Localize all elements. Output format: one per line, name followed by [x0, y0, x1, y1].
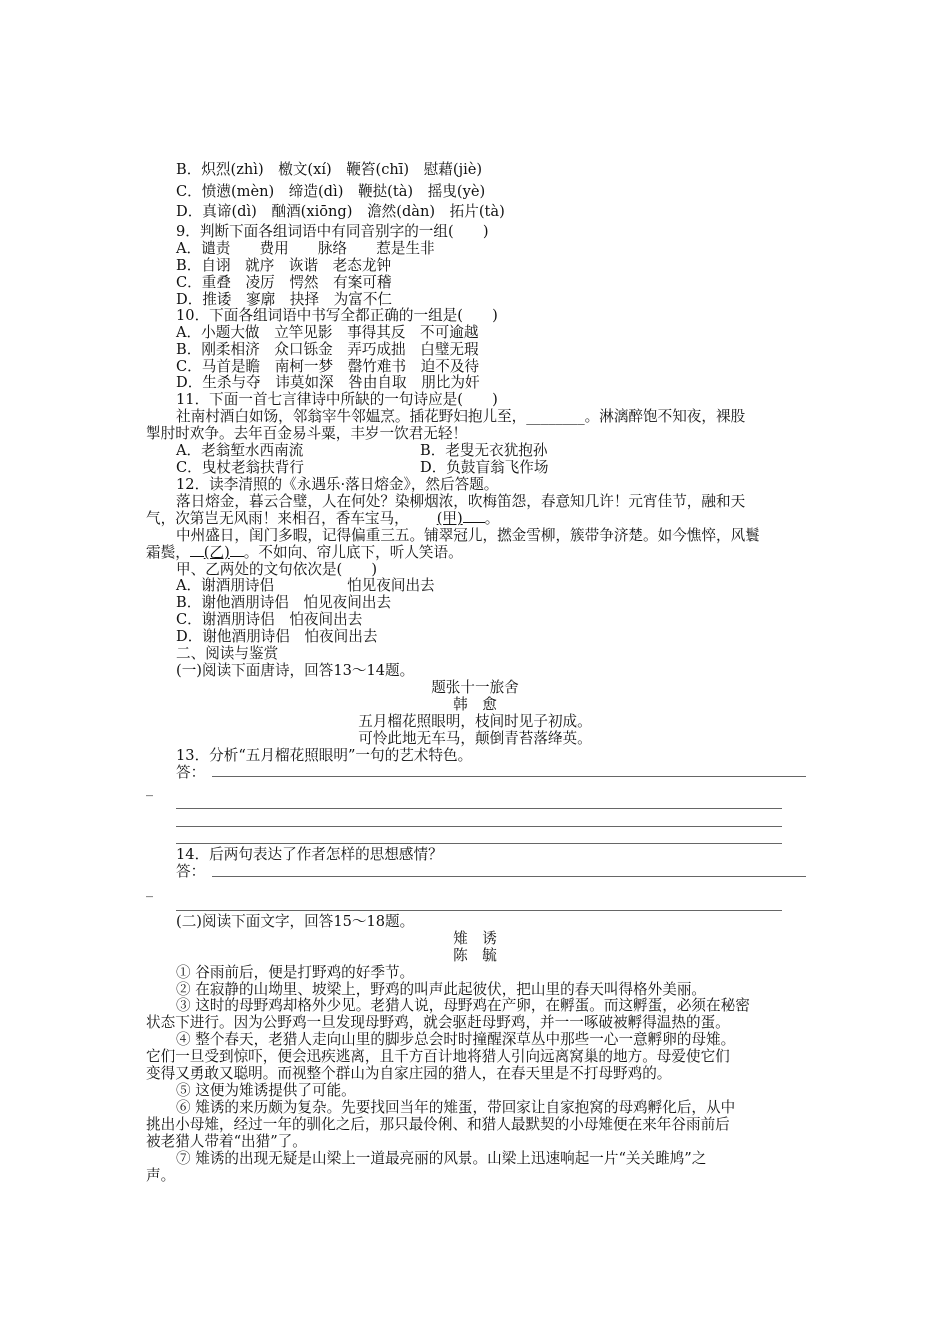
q8-option-b: B．炽烈(zhì) 檄文(xí) 鞭笞(chī) 慰藉(jiè)	[176, 161, 483, 178]
q12-stem: 12．读李清照的《永遇乐·落日熔金》，然后答题。	[176, 476, 499, 493]
q12-option-d: D．谢他酒朋诗侣 怕夜间出去	[176, 628, 378, 645]
essay-paragraph-7: ⑦ 雉诱的出现无疑是山梁上一道最亮丽的风景。山梁上迅速响起一片“关关雎鸠”之	[176, 1150, 707, 1167]
q12-option-b: B．谢他酒朋诗侣 怕见夜间出去	[176, 594, 392, 611]
answer-line	[212, 776, 806, 777]
poem-line-1: 五月榴花照眼明，枝间时见子初成。	[358, 713, 592, 730]
essay-title: 雉 诱	[453, 930, 497, 947]
section-title: 二、阅读与鉴赏	[176, 645, 279, 662]
essay-paragraph-6-cont2: 被老猎人带着“出猎”了。	[146, 1133, 307, 1150]
q10-stem: 10．下面各组词语中书写全都正确的一组是( )	[176, 307, 498, 324]
q9-option-a: A．谴责 费用 脉络 惹是生非	[176, 240, 435, 257]
q9-option-d: D．推诿 寥廓 抉择 为富不仁	[176, 291, 393, 308]
q8-option-d: D．真谛(dì) 酗酒(xiōng) 澹然(dàn) 拓片(tà)	[176, 203, 505, 220]
answer-line	[176, 910, 782, 911]
essay-author: 陈 毓	[453, 947, 497, 964]
q8-option-c: C．愤懑(mèn) 缔造(dì) 鞭挞(tà) 摇曳(yè)	[176, 183, 486, 200]
q12-poem-line4	[146, 544, 463, 561]
q10-option-d: D．生杀与夺 讳莫如深 咎由自取 朋比为奸	[176, 374, 480, 391]
q12-poem-line4-end: 。不如向、帘儿底下，听人笑语。	[243, 544, 463, 561]
q12-ask: 甲、乙两处的文句依次是( )	[176, 561, 378, 578]
q11-option-b: B．老叟无衣犹抱孙	[420, 442, 548, 459]
essay-paragraph-4-cont2: 变得又勇敢又聪明。而视整个群山为自家庄园的猎人，在春天里是不打母野鸡的。	[146, 1065, 672, 1082]
q13-stem: 13．分析“五月榴花照眼明”一句的艺术特色。	[176, 747, 473, 764]
part2-instruction: (二)阅读下面文字，回答15～18题。	[176, 913, 415, 930]
q10-option-c: C．马首是瞻 南柯一梦 罄竹难书 迫不及待	[176, 358, 480, 375]
blank-jia: (甲)	[436, 510, 463, 527]
q12-poem-line3: 中州盛日，闺门多暇，记得偏重三五。铺翠冠儿，撚金雪柳，簇带争济楚。如今憔悴，风鬟	[176, 527, 760, 544]
essay-paragraph-4-cont: 它们一旦受到惊吓，便会迅疾逃离，且千方百计地将猎人引向远离窝巢的地方。母爱使它们	[146, 1048, 730, 1065]
q9-option-b: B．自诩 就序 诙谐 老态龙钟	[176, 257, 392, 274]
answer-line	[212, 876, 806, 877]
q10-option-a: A．小题大做 立竿见影 事得其反 不可逾越	[176, 324, 479, 341]
q12-option-a: A．谢酒朋诗侣 怕见夜间出去	[176, 577, 435, 594]
q11-poem-line2: 掣肘时欢争。去年百金易斗粟，丰岁一饮君无轻！	[146, 425, 468, 442]
q12-option-c: C．谢酒朋诗侣 怕夜间出去	[176, 611, 363, 628]
blank-yi: (乙)	[203, 544, 230, 561]
q11-option-d: D．负鼓盲翁飞作场	[420, 459, 549, 476]
essay-paragraph-3: ③ 这时的母野鸡却格外少见。老猎人说，母野鸡在产卵，在孵蛋。而这孵蛋，必须在秘密	[176, 997, 750, 1014]
q12-poem-line2	[146, 510, 499, 527]
part1-instruction: (一)阅读下面唐诗，回答13～14题。	[176, 662, 415, 679]
poem-author: 韩 愈	[453, 696, 497, 713]
answer-line	[176, 826, 782, 827]
q10-option-b: B．刚柔相济 众口铄金 弄巧成拙 白璧无瑕	[176, 341, 479, 358]
q14-stem: 14．后两句表达了作者怎样的思想感情？	[176, 846, 443, 863]
q12-poem-line2-end: 。	[484, 510, 500, 527]
q11-option-c: C．曳杖老翁扶背行	[176, 459, 304, 476]
margin-dash: _	[146, 781, 153, 797]
margin-dash: _	[146, 882, 153, 898]
essay-paragraph-2: ② 在寂静的山坳里、坡梁上，野鸡的叫声此起彼伏，把山里的春天叫得格外美丽。	[176, 981, 707, 998]
answer-line	[176, 843, 782, 844]
essay-paragraph-5: ⑤ 这便为雉诱提供了可能。	[176, 1082, 356, 1099]
q14-answer-label: 答：	[176, 863, 206, 880]
q12-poem-line4-text: 霜鬓，	[146, 544, 190, 561]
q9-stem: 9．判断下面各组词语中有同音别字的一组( )	[176, 223, 489, 240]
essay-paragraph-6: ⑥ 雉诱的来历颇为复杂。先要找回当年的雉蛋，带回家让自家抱窝的母鸡孵化后，从中	[176, 1099, 736, 1116]
q9-option-c: C．重叠 凌厉 愕然 有案可稽	[176, 274, 392, 291]
q11-stem: 11．下面一首七言律诗中所缺的一句诗应是( )	[176, 391, 498, 408]
essay-paragraph-7-cont: 声。	[146, 1167, 176, 1184]
essay-paragraph-6-cont: 挑出小母雉，经过一年的驯化之后，那只最伶俐、和猎人最默契的小母雉便在来年谷雨前后	[146, 1116, 730, 1133]
q13-answer-label: 答：	[176, 764, 206, 781]
answer-line	[176, 808, 782, 809]
essay-paragraph-4: ④ 整个春天，老猎人走向山里的脚步总会时时撞醒深草丛中那些一心一意孵卵的母雉。	[176, 1031, 736, 1048]
poem-title: 题张十一旅舍	[431, 679, 519, 696]
q11-poem-line1: 社南村酒白如饧，邻翁宰牛邻媪烹。插花野妇抱儿至，________。淋漓醉饱不知夜，裸股	[176, 408, 746, 425]
q11-option-a: A．老翁堑水西南流	[176, 442, 304, 459]
essay-paragraph-3-cont: 状态下进行。因为公野鸡一旦发现母野鸡，就会驱赶母野鸡，并一一啄破被孵得温热的蛋。	[146, 1014, 730, 1031]
poem-line-2: 可怜此地无车马，颠倒青苔落绛英。	[358, 730, 592, 747]
q12-poem-line2-text: 气，次第岂无风雨！来相召，香车宝马，	[146, 510, 409, 527]
essay-paragraph-1: ① 谷雨前后，便是打野鸡的好季节。	[176, 964, 415, 981]
q12-poem-line1: 落日熔金，暮云合璧，人在何处？染柳烟浓，吹梅笛怨，春意知几许！元宵佳节，融和天	[176, 493, 746, 510]
